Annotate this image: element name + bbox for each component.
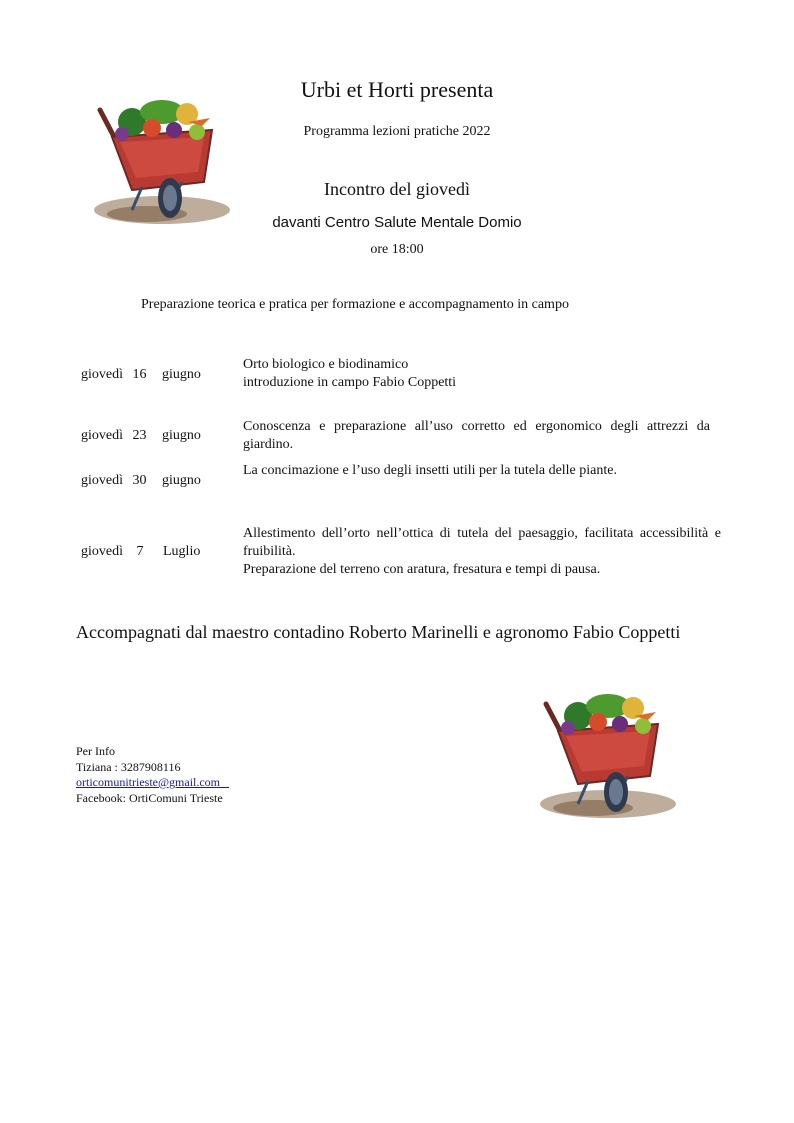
accompany-text: Accompagnati dal maestro contadino Roberto Marinelli e agronomo Fabio Coppetti [76, 622, 681, 642]
schedule-description: Conoscenza e preparazione all’uso corretto ed ergonomico degli attrezzi da giardino. [243, 419, 710, 452]
schedule-description: Orto biologico e biodinamico introduzione in campo Fabio Coppetti [243, 357, 457, 390]
schedule-date: giovedì 16 giugno [81, 367, 201, 382]
schedule-date: giovedì 7 Luglio [81, 544, 201, 559]
program-subtitle: Programma lezioni pratiche 2022 [303, 124, 491, 139]
location-text: davanti Centro Salute Mentale Domio [272, 214, 522, 231]
schedule-date: giovedì 30 giugno [81, 473, 201, 488]
page-title [0, 77, 794, 103]
org-title: Urbi et Horti presenta [300, 77, 494, 102]
schedule-description: Allestimento dell’orto nell’ottica di tutela del paesaggio, facilitata accessibilità e fruibilità. Preparazione del terreno con aratura, fresatura e tempi di pausa. [243, 526, 721, 577]
schedule-description: La concimazione e l’uso degli insetti utili per la tutela delle piante. [243, 463, 617, 478]
time-text: ore 18:00 [370, 242, 424, 257]
facebook-text: Facebook: OrtiComuni Trieste [76, 790, 223, 805]
intro-text: Preparazione teorica e pratica per formazione e accompagnamento in campo [141, 297, 569, 312]
email-link[interactable]: orticomunitrieste@gmail.com [76, 775, 221, 789]
contact-info [76, 744, 229, 806]
info-label: Per Info [76, 744, 115, 758]
wheelbarrow-illustration [538, 686, 680, 822]
phone-text: Tiziana : 3287908116 [76, 759, 181, 774]
schedule-date: giovedì 23 giugno [81, 428, 201, 443]
meeting-heading: Incontro del giovedì [324, 179, 470, 199]
wheelbarrow-illustration [92, 92, 234, 228]
